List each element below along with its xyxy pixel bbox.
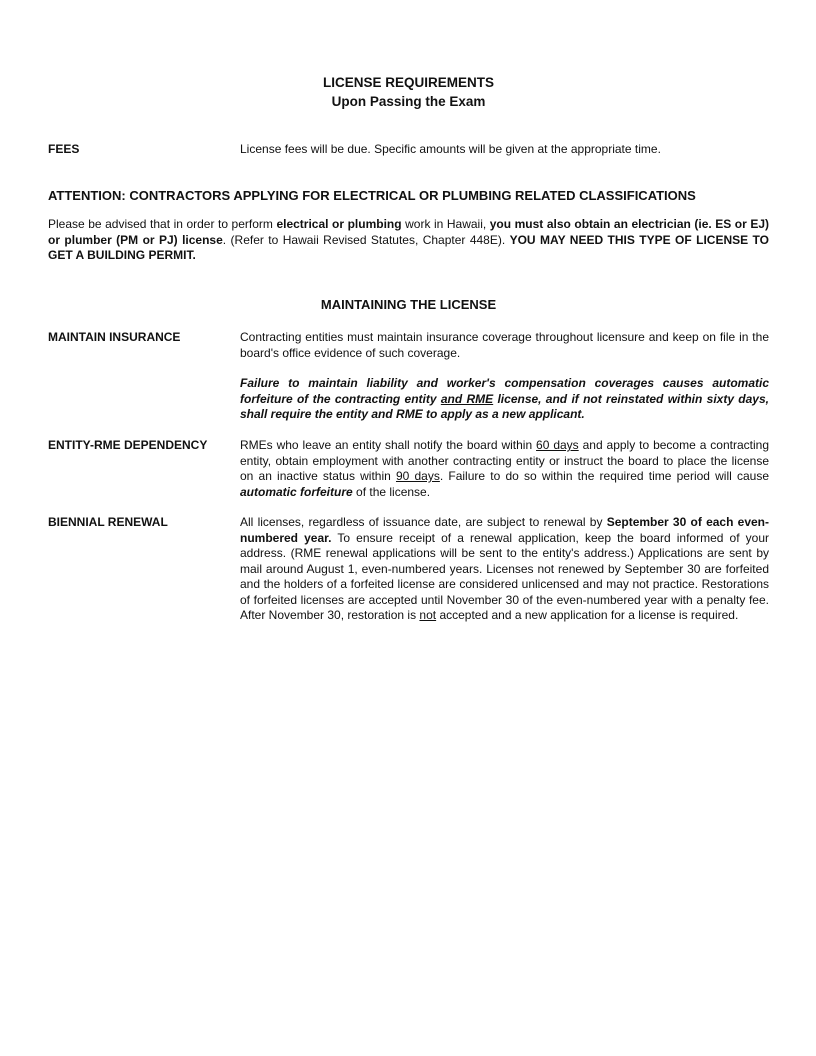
renewal-text-1: All licenses, regardless of issuance date, are subject to renewal by	[240, 515, 607, 529]
renewal-bold-1: September 30 of each even-numbered year.	[240, 515, 769, 545]
dependency-bold-italic: automatic forfeiture	[240, 484, 353, 499]
document-page	[48, 0, 769, 1056]
renewal-label: BIENNIAL RENEWAL	[48, 515, 168, 529]
renewal-text	[240, 515, 769, 624]
renewal-text-3: accepted and a new application for a license is required.	[436, 608, 739, 622]
document-subtitle: Upon Passing the Exam	[331, 94, 486, 109]
maintaining-heading: MAINTAINING THE LICENSE	[320, 297, 497, 312]
dependency-underlined-1: 60 days	[536, 438, 579, 452]
insurance-text: Contracting entities must maintain insurance coverage throughout licensure and keep on file in the board's office evidence of such coverage.	[240, 330, 769, 360]
insurance-warning-underlined: and RME	[440, 391, 494, 406]
attention-paragraph	[48, 217, 769, 264]
attention-section	[48, 187, 769, 264]
fees-section	[48, 142, 769, 158]
title-block	[48, 73, 769, 111]
dependency-label: ENTITY-RME DEPENDENCY	[48, 438, 208, 452]
renewal-underlined-1: not	[419, 608, 437, 622]
insurance-section	[48, 330, 769, 430]
attention-text-1: Please be advised that in order to perform	[48, 217, 277, 231]
dependency-underlined-2: 90 days	[395, 469, 440, 483]
dependency-text-4: of the license.	[352, 484, 431, 499]
insurance-content	[240, 330, 769, 423]
renewal-section	[48, 515, 769, 645]
maintaining-heading-row	[48, 296, 769, 314]
insurance-warning-text-2: license, and if not reinstated within sixty days, shall require the entity and RME to apply as a new applicant.	[240, 391, 769, 421]
attention-heading: ATTENTION: CONTRACTORS APPLYING FOR ELECTRICAL OR PLUMBING RELATED CLASSIFICATIONS	[48, 188, 696, 203]
dependency-text	[240, 438, 769, 500]
attention-text-3: . (Refer to Hawaii Revised Statutes, Chapter 448E).	[222, 232, 510, 247]
attention-bold-3: YOU MAY NEED THIS TYPE OF LICENSE TO GET A BUILDING PERMIT.	[48, 232, 769, 262]
dependency-section	[48, 438, 769, 508]
attention-text-2: work in Hawaii,	[401, 217, 490, 231]
document-title: LICENSE REQUIREMENTS	[322, 75, 495, 90]
fees-text: License fees will be due. Specific amounts will be given at the appropriate time.	[240, 142, 661, 156]
dependency-text-3: . Failure to do so within the required time period will cause	[439, 469, 770, 483]
insurance-warning-text-1: Failure to maintain liability and worker's compensation coverages causes automatic forfeiture of the contracting entity	[240, 376, 769, 406]
attention-bold-2: you must also obtain an electrician (ie. ES or EJ) or plumber (PM or PJ) license	[48, 217, 770, 247]
fees-label: FEES	[48, 142, 80, 156]
insurance-label: MAINTAIN INSURANCE	[48, 330, 181, 344]
renewal-text-2: To ensure receipt of a renewal application, keep the board informed of your address. (RME renewal applications will be sent to the entity's address.) Applications are sent by mail around August 1, even-numbered years. Licenses not renewed by September 30 are forfeited and the holders of a forfeited license are considered unlicensed and may not practice. Restorations of forfeited licenses are accepted until November 30 of the even-numbered year with a penalty fee. After November 30, restoration is	[240, 530, 769, 622]
insurance-warning	[240, 376, 769, 423]
dependency-text-1: RMEs who leave an entity shall notify the board within	[240, 438, 537, 452]
dependency-text-2: and apply to become a contracting entity, obtain employment with another contracting entity or instruct the board to place the license on an inactive status within	[240, 438, 769, 483]
attention-bold-1: electrical or plumbing	[276, 217, 402, 231]
